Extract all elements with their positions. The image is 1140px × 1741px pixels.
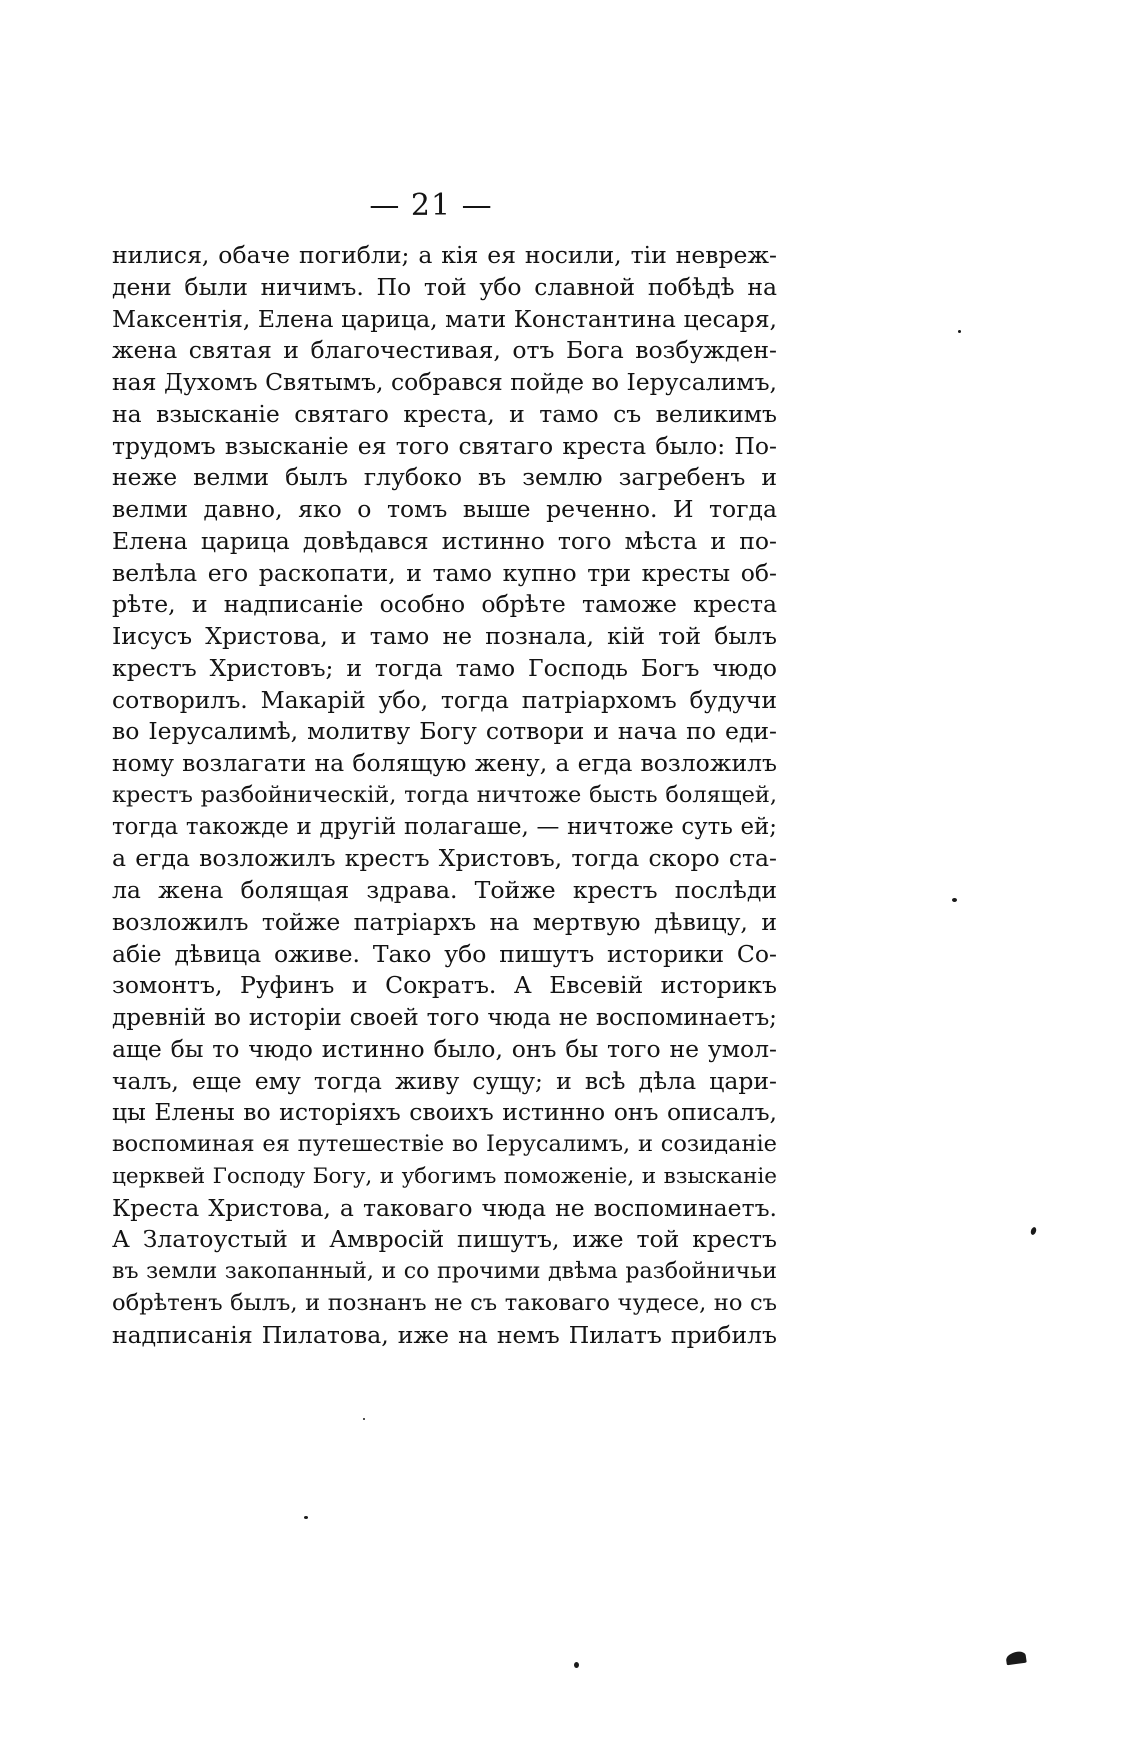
text-line-28: цы Елены во исторіяхъ своихъ истинно онъ описалъ,	[112, 1098, 777, 1127]
text-line-30: церквей Господу Богу, и убогимъ поможеніе, и взысканіе	[112, 1163, 777, 1189]
text-line-8: неже велми былъ глубоко въ землю загребенъ и	[112, 463, 777, 492]
text-line-23: абіе дѣвица оживе. Тако убо пишутъ историки Со-	[112, 939, 777, 968]
ink-speck	[363, 1418, 365, 1420]
text-line-4: жена святая и благочестивая, отъ Бога возбужден-	[112, 336, 777, 365]
text-line-18: крестъ разбойническій, тогда ничтоже бысть болящей,	[112, 781, 777, 808]
text-line-14: крестъ Христовъ; и тогда тамо Господь Богъ чюдо	[112, 653, 777, 682]
text-line-24: зомонтъ, Руфинъ и Сократъ. А Евсевій историкъ	[112, 971, 777, 1000]
text-line-16: во Іерусалимѣ, молитву Богу сотвори и нача по еди-	[112, 717, 777, 746]
text-line-12: рѣте, и надписаніе особно обрѣте таможе креста	[112, 590, 777, 619]
text-line-29: воспоминая ея путешествіе во Іерусалимъ, и созиданіе	[112, 1131, 777, 1157]
text-line-6: на взысканіе святаго креста, и тамо съ великимъ	[112, 399, 777, 428]
text-line-2: дени были ничимъ. По той убо славной побѣдѣ на	[112, 272, 777, 301]
ink-speck	[958, 330, 961, 333]
text-line-21: ла жена болящая здрава. Тойже крестъ послѣди	[112, 876, 777, 904]
text-line-20: а егда возложилъ крестъ Христовъ, тогда скоро ста-	[112, 844, 777, 873]
text-line-27: чалъ, еще ему тогда живу сущу; и всѣ дѣла цари-	[112, 1066, 777, 1095]
body-text	[112, 240, 777, 1351]
text-line-5: ная Духомъ Святымъ, собрався пойде во Іерусалимъ,	[112, 368, 777, 396]
ink-speck	[1030, 1226, 1037, 1235]
text-line-25: древній во исторіи своей того чюда не воспоминаетъ;	[112, 1004, 777, 1031]
text-line-19: тогда такожде и другій полагаше, — ничтоже суть ей;	[112, 813, 777, 840]
text-line-10: Елена царица довѣдався истинно того мѣста и по-	[112, 526, 777, 555]
text-line-35: надписанія Пилатова, иже на немъ Пилатъ прибилъ	[112, 1320, 777, 1349]
text-line-7: трудомъ взысканіе ея того святаго креста было: По-	[112, 431, 777, 460]
text-line-34: обрѣтенъ былъ, и познанъ не съ таковаго чудесе, но съ	[112, 1289, 777, 1316]
page-number: — 21 —	[369, 188, 493, 223]
text-line-15: сотворилъ. Макарій убо, тогда патріархомъ будучи	[112, 685, 777, 714]
text-line-9: велми давно, яко о томъ выше реченно. И тогда	[112, 495, 777, 523]
text-line-17: ному возлагати на болящую жену, а егда возложилъ	[112, 749, 777, 777]
text-line-13: Іисусъ Христова, и тамо не познала, кій той былъ	[112, 622, 777, 650]
text-line-22: возложилъ тойже патріархъ на мертвую дѣвицу, и	[112, 907, 777, 936]
text-line-1: нилися, обаче погибли; а кія ея носили, тіи невреж-	[112, 241, 777, 269]
ink-speck	[952, 898, 957, 902]
ink-speck	[304, 1516, 308, 1519]
text-line-11: велѣла его раскопати, и тамо купно три кресты об-	[112, 558, 777, 587]
ink-blot	[1005, 1651, 1026, 1666]
text-line-3: Максентія, Елена царица, мати Константина цесаря,	[112, 304, 777, 333]
ink-speck	[574, 1662, 579, 1668]
text-line-32: А Златоустый и Амвросій пишутъ, иже той крестъ	[112, 1225, 777, 1254]
text-line-33: въ земли закопанный, и со прочими двѣма разбойничьи	[112, 1258, 777, 1284]
text-line-31: Креста Христова, а таковаго чюда не воспоминаетъ.	[112, 1193, 777, 1222]
text-line-26: аще бы то чюдо истинно было, онъ бы того не умол-	[112, 1034, 777, 1063]
